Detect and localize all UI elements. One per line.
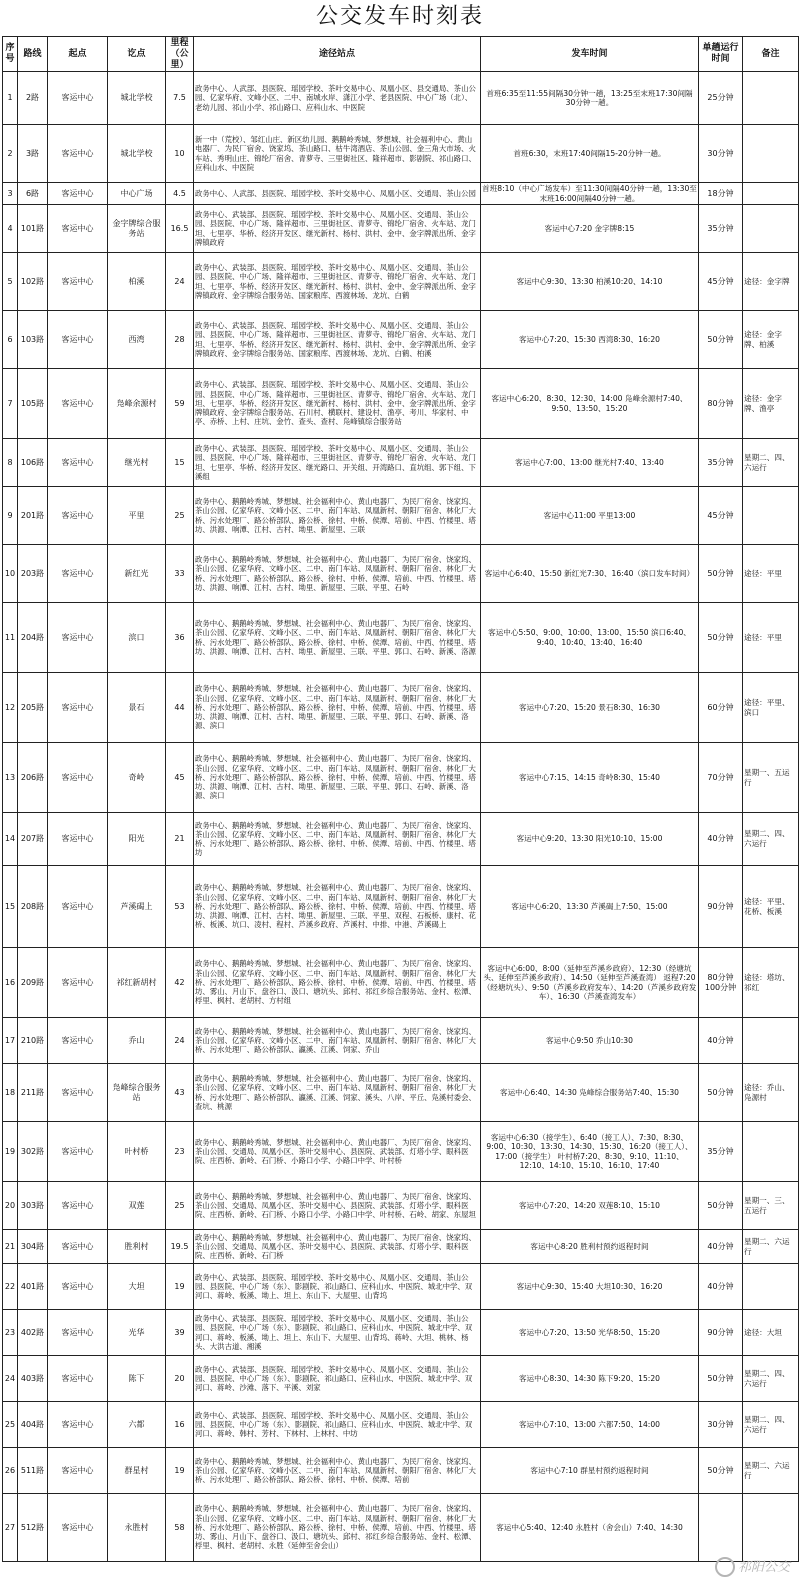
cell-distance: 28 <box>166 311 194 369</box>
cell-line: 402路 <box>18 1310 48 1356</box>
cell-no: 16 <box>3 948 18 1018</box>
cell-end: 陈下 <box>108 1356 166 1402</box>
cell-times: 客运中心11:00 平里13:00 <box>481 487 699 545</box>
cell-start: 客运中心 <box>48 1310 108 1356</box>
header-start: 起点 <box>48 37 108 72</box>
cell-end: 乔山 <box>108 1018 166 1064</box>
cell-distance: 21 <box>166 813 194 866</box>
cell-line: 404路 <box>18 1402 48 1448</box>
cell-duration: 40分钟 <box>699 1018 743 1064</box>
cell-distance: 58 <box>166 1494 194 1562</box>
header-distance: 里程（公里） <box>166 37 194 72</box>
cell-note: 途径：大坦 <box>743 1310 799 1356</box>
cell-line: 203路 <box>18 545 48 603</box>
cell-stops: 政务中心、鹅鹅岭秀城、梦想城、社会福利中心、黄山电器厂、为民厂宿舍、饶家坞、茶山公园、亿家华府、文峰小区、二中、南门车站、凤凰新村、朝阳厂宿舍、林化厂大桥、污水处理厂、路公桥部队、路公桥、徐村、中桥、侯潭、培前、中西、竹楼里、塔坊、雾山、月山下、盘谷口、汲口、塘坑头、邱村、祁红乡综合服务站、金村、松潭、桴里、枫村、老胡村、方村组 <box>194 948 481 1018</box>
cell-end: 叶村桥 <box>108 1122 166 1182</box>
cell-no: 13 <box>3 743 18 813</box>
cell-note: 星期一、三、五运行 <box>743 1182 799 1230</box>
wechat-icon <box>715 1557 735 1577</box>
cell-stops: 政务中心、鹅鹅岭秀城、梦想城、社会福利中心、黄山电器厂、为民厂宿舍、饶家坞、茶山公园、亿家华府、文峰小区、二中、南门车站、凤凰新村、朝阳厂宿舍、林化厂大桥、污水处理厂、路公桥部队、路公桥、徐村、中桥、侯潭、培前、中西、竹楼里、塔坊、雾山、月山下、盘谷口、汲口、塘坑头、邱村、祁红乡综合服务站、金村、松潭、桴里、枫村、老胡村、永胜（延伸至舍会山） <box>194 1494 481 1562</box>
cell-no: 22 <box>3 1264 18 1310</box>
cell-stops: 政务中心、鹅鹅岭秀城、梦想城、社会福利中心、黄山电器厂、为民厂宿舍、饶家坞、茶山公园、亿家华府、文峰小区、二中、南门车站、凤凰新村、朝阳厂宿舍、林化厂大桥、污水处理厂、路公桥部队、路公桥、徐村、中桥、侯潭、培前、中西、竹楼里、塔坊、洪源、响潭、江村、古村、坳里、新屋里、三联、平里、郭口、石岭、新溪、洛源、滨口 <box>194 743 481 813</box>
cell-note <box>743 72 799 125</box>
cell-times: 客运中心7:10、13:00 六都7:50、14:00 <box>481 1402 699 1448</box>
cell-times: 客运中心6:20、8:30、12:30、14:00 凫峰余源村7:40、9:50、13:50、15:20 <box>481 369 699 439</box>
cell-end: 城北学校 <box>108 125 166 183</box>
cell-duration: 25分钟 <box>699 72 743 125</box>
cell-end: 光华 <box>108 1310 166 1356</box>
header-no: 序号 <box>3 37 18 72</box>
cell-no: 7 <box>3 369 18 439</box>
header-duration: 单趟运行时间 <box>699 37 743 72</box>
cell-duration: 50分钟 <box>699 545 743 603</box>
cell-note <box>743 1264 799 1310</box>
cell-times: 客运中心7:10 群星村预约返程时间 <box>481 1448 699 1494</box>
cell-distance: 42 <box>166 948 194 1018</box>
table-row <box>3 1018 799 1064</box>
cell-distance: 43 <box>166 1064 194 1122</box>
cell-distance: 19 <box>166 1448 194 1494</box>
cell-line: 6路 <box>18 183 48 205</box>
table-row <box>3 439 799 487</box>
cell-times: 客运中心7:20、15:30 西湾8:30、16:20 <box>481 311 699 369</box>
cell-no: 6 <box>3 311 18 369</box>
cell-start: 客运中心 <box>48 603 108 673</box>
cell-times: 客运中心7:15、14:15 奇岭8:30、15:40 <box>481 743 699 813</box>
cell-duration: 50分钟 <box>699 1448 743 1494</box>
cell-end: 继光村 <box>108 439 166 487</box>
cell-note: 星期一、五运行 <box>743 743 799 813</box>
cell-no: 27 <box>3 1494 18 1562</box>
cell-times: 客运中心6:00、8:00（延伸至芦溪乡政府）、12:30（经塘坑头、延伸至芦溪乡政府）、14:50（延伸至芦溪查湾） 返程7:20（经塘坑头）、9:50（芦溪乡政府发车）、14:20（芦溪乡政府发车）、16:30（芦溪查湾发车） <box>481 948 699 1018</box>
table-row <box>3 743 799 813</box>
cell-stops: 政务中心、鹅鹅岭秀城、梦想城、社会福利中心、黄山电器厂、为民厂宿舍、饶家坞、茶山公园、交通局、凤凰小区、茶叶交易中心、县医院、武装部、灯塔小学、眼科医院、庄西桥、新岭、石门桥 <box>194 1230 481 1264</box>
cell-start: 客运中心 <box>48 183 108 205</box>
cell-start: 客运中心 <box>48 72 108 125</box>
cell-start: 客运中心 <box>48 1122 108 1182</box>
cell-no: 19 <box>3 1122 18 1182</box>
cell-no: 26 <box>3 1448 18 1494</box>
cell-note <box>743 183 799 205</box>
cell-line: 401路 <box>18 1264 48 1310</box>
cell-end: 芦溪碣上 <box>108 866 166 948</box>
cell-no: 10 <box>3 545 18 603</box>
cell-line: 302路 <box>18 1122 48 1182</box>
table-row <box>3 205 799 253</box>
cell-no: 5 <box>3 253 18 311</box>
cell-end: 景石 <box>108 673 166 743</box>
cell-duration: 80分钟 100分钟 <box>699 948 743 1018</box>
cell-duration: 50分钟 <box>699 1064 743 1122</box>
table-row <box>3 183 799 205</box>
cell-distance: 25 <box>166 1182 194 1230</box>
cell-distance: 59 <box>166 369 194 439</box>
cell-end: 永胜村 <box>108 1494 166 1562</box>
cell-stops: 政务中心、鹅鹅岭秀城、梦想城、社会福利中心、黄山电器厂、为民厂宿舍、饶家坞、茶山公园、亿家华府、文峰小区、二中、南门车站、凤凰新村、朝阳厂宿舍、林化厂大桥、污水处理厂、路公桥部队、路公桥、徐村、中桥、侯潭、培前、中西、竹楼里、塔坊、洪源、响潭、江村、古村、坳里、新屋里、三联 <box>194 487 481 545</box>
cell-stops: 政务中心、武装部、县医院、瑶园学校、茶叶交易中心、凤凰小区、交通局、茶山公园、县医院、中心广场、隆祥超市、三里街社区、青萝寺、锦纶厂宿舍、火车站、龙门坦、七里亭、华桥、经济开发区、继光新村、杨村、洪村、金中、金字牌派出所、金字牌镇政府、金字牌综合服务站、国家粮库、西渡林场、龙坑、白鹤 <box>194 253 481 311</box>
cell-stops: 政务中心、武装部、县医院、瑶园学校、茶叶交易中心、凤凰小区、交通局、茶山公园、县医院、中心广场、隆祥超市、三里街社区、青萝寺、锦纶厂宿舍、火车站、龙门坦、七里亭、华桥、经济开发区、继光新村、杨村、洪村、金中、金字牌派出所、金字牌镇政府、金字牌综合服务站、石川村、横联村、建设村、渔亭、考川、华家村、中亭、赤桥、上村、庄坑、金竹、查头、查村、凫峰镇综合服务站 <box>194 369 481 439</box>
cell-stops: 新一中（荒校）、邹红山庄、新区幼儿园、鹅鹅岭秀城、梦想城、社会福利中心、黄山电器厂、为民厂宿舍、饶家坞、茶山路口、枯牛湾酒店、茶山公园、金三角大市场、火车站、秀明山庄、锦纶厂宿舍、青萝寺、三里街社区、隆祥超市、影剧院、祁山路口、应科山水、中医院 <box>194 125 481 183</box>
cell-distance: 53 <box>166 866 194 948</box>
header-times: 发车时间 <box>481 37 699 72</box>
cell-duration: 40分钟 <box>699 813 743 866</box>
cell-start: 客运中心 <box>48 813 108 866</box>
cell-note: 途径：平里 <box>743 603 799 673</box>
cell-no: 24 <box>3 1356 18 1402</box>
cell-duration: 50分钟 <box>699 311 743 369</box>
cell-no: 3 <box>3 183 18 205</box>
cell-start: 客运中心 <box>48 743 108 813</box>
cell-duration: 40分钟 <box>699 1230 743 1264</box>
cell-start: 客运中心 <box>48 1064 108 1122</box>
cell-stops: 政务中心、鹅鹅岭秀城、梦想城、社会福利中心、黄山电器厂、为民厂宿舍、饶家坞、茶山公园、亿家华府、文峰小区、二中、南门车站、凤凰新村、朝阳厂宿舍、林化厂大桥、污水处理厂、路公桥部队、瀛溪、江溪、饲家、溪头、八岸、平丘、凫溪村委会、查坑、桃源 <box>194 1064 481 1122</box>
table-row <box>3 603 799 673</box>
cell-stops: 政务中心、武装部、县医院、瑶园学校、茶叶交易中心、凤凰小区、交通局、茶山公园、县医院、中心广场（东）、影剧院、祁山路口、应科山水、中医院、城北中学、双河口、蒋岭、沙滩、落下、平溪、刘家 <box>194 1356 481 1402</box>
cell-start: 客运中心 <box>48 673 108 743</box>
cell-no: 21 <box>3 1230 18 1264</box>
cell-start: 客运中心 <box>48 1402 108 1448</box>
cell-duration: 35分钟 <box>699 205 743 253</box>
cell-line: 201路 <box>18 487 48 545</box>
cell-distance: 39 <box>166 1310 194 1356</box>
cell-start: 客运中心 <box>48 948 108 1018</box>
cell-no: 9 <box>3 487 18 545</box>
cell-line: 204路 <box>18 603 48 673</box>
cell-duration: 70分钟 <box>699 743 743 813</box>
table-row <box>3 1402 799 1448</box>
cell-start: 客运中心 <box>48 866 108 948</box>
table-row <box>3 487 799 545</box>
cell-stops: 政务中心、武装部、县医院、瑶园学校、茶叶交易中心、凤凰小区、交通局、茶山公园、县医院、中心广场、隆祥超市、三里街社区、青萝寺、锦纶厂宿舍、火车站、龙门坦、七里亭、华桥、经济开发区、继光新村、杨村、洪村、金中、金字牌派出所、金字牌镇政府、金字牌综合服务站、国家粮库、西渡林场、龙坑、白鹤、柏溪 <box>194 311 481 369</box>
cell-duration: 45分钟 <box>699 253 743 311</box>
cell-end: 滨口 <box>108 603 166 673</box>
cell-note <box>743 205 799 253</box>
cell-note: 星期二、六运行 <box>743 1230 799 1264</box>
bus-timetable <box>2 36 799 1562</box>
cell-no: 15 <box>3 866 18 948</box>
cell-duration: 90分钟 <box>699 1310 743 1356</box>
cell-end: 胜利村 <box>108 1230 166 1264</box>
cell-duration: 35分钟 <box>699 439 743 487</box>
cell-duration: 35分钟 <box>699 1122 743 1182</box>
cell-times: 客运中心7:20、15:20 景石8:30、16:30 <box>481 673 699 743</box>
cell-stops: 政务中心、武装部、县医院、瑶园学校、茶叶交易中心、凤凰小区、交通局、茶山公园、县医院、中心广场（东）、影剧院、祁山路口、应科山水、中医院、城北中学、双河口、蒋岭、板溪、坳上、坦上、东山下、大屋里、山背坞、蒋岭、大坦、桃林、杨头、大洪古道、湘溪 <box>194 1310 481 1356</box>
cell-line: 105路 <box>18 369 48 439</box>
cell-end: 凫峰综合服务站 <box>108 1064 166 1122</box>
cell-end: 中心广场 <box>108 183 166 205</box>
cell-times: 客运中心5:50、9:00、10:00、13:00、15:50 滨口6:40、9:40、10:40、13:40、16:40 <box>481 603 699 673</box>
cell-start: 客运中心 <box>48 487 108 545</box>
cell-distance: 24 <box>166 253 194 311</box>
cell-end: 群星村 <box>108 1448 166 1494</box>
cell-stops: 政务中心、鹅鹅岭秀城、梦想城、社会福利中心、黄山电器厂、为民厂宿舍、饶家坞、茶山公园、亿家华府、文峰小区、二中、南门车站、凤凰新村、朝阳厂宿舍、林化厂大桥、污水处理厂、路公桥部队、路公桥、徐村、中桥、侯潭、培前 <box>194 1448 481 1494</box>
cell-stops: 政务中心、人武部、县医院、瑶园学校、茶叶交易中心、凤凰小区、县交通局、茶山公园、亿家华府、文峰小区、二中、南城水岸、潇江小学、老县医院、中心广场（北）、老幼儿园、祁山小学、祁山路口、应科山水、中医院 <box>194 72 481 125</box>
cell-no: 20 <box>3 1182 18 1230</box>
cell-no: 25 <box>3 1402 18 1448</box>
cell-start: 客运中心 <box>48 1264 108 1310</box>
cell-stops: 政务中心、武装部、县医院、瑶园学校、茶叶交易中心、凤凰小区、交通局、茶山公园、县医院、中心广场、隆祥超市、三里街社区、青萝寺、锦纶厂宿舍、火车站、龙门坦、七里亭、华桥、经济开发区、继光路口、开关组、开湾路口、直坑组、郭下组、下溪组 <box>194 439 481 487</box>
cell-stops: 政务中心、鹅鹅岭秀城、梦想城、社会福利中心、黄山电器厂、为民厂宿舍、饶家坞、茶山公园、亿家华府、文峰小区、二中、南门车站、凤凰新村、朝阳厂宿舍、林化厂大桥、污水处理厂、路公桥部队、路公桥、徐村、中桥、侯潭、培前、中西、竹楼里、塔坊、洪源、响潭、江村、古村、坳里、新屋里、三联、平里、郭口、石岭、新溪、洛源、滨口 <box>194 673 481 743</box>
cell-duration: 30分钟 <box>699 125 743 183</box>
cell-start: 客运中心 <box>48 545 108 603</box>
cell-no: 17 <box>3 1018 18 1064</box>
cell-note: 星期二、六运行 <box>743 1448 799 1494</box>
cell-note: 星期二、四、六运行 <box>743 813 799 866</box>
cell-distance: 7.5 <box>166 72 194 125</box>
cell-times: 客运中心8:30、14:30 陈下9:20、15:20 <box>481 1356 699 1402</box>
table-row <box>3 1356 799 1402</box>
cell-stops: 政务中心、鹅鹅岭秀城、梦想城、社会福利中心、黄山电器厂、为民厂宿舍、饶家坞、茶山公园、交通局、凤凰小区、茶叶交易中心、县医院、武装部、灯塔小学、眼科医院、庄西桥、新岭、石门桥、小路口小学、小路口中学、叶村桥、石岭、胡家、东屋坦 <box>194 1182 481 1230</box>
cell-distance: 16.5 <box>166 205 194 253</box>
cell-times: 客运中心7:20、13:50 光华8:50、15:20 <box>481 1310 699 1356</box>
table-row <box>3 1264 799 1310</box>
table-row <box>3 866 799 948</box>
cell-note <box>743 487 799 545</box>
cell-times: 客运中心9:30、15:40 大坦10:30、16:20 <box>481 1264 699 1310</box>
cell-start: 客运中心 <box>48 205 108 253</box>
cell-end: 奇岭 <box>108 743 166 813</box>
cell-start: 客运中心 <box>48 311 108 369</box>
table-row <box>3 72 799 125</box>
cell-line: 304路 <box>18 1230 48 1264</box>
cell-times: 客运中心6:40、15:50 新红光7:30、16:40（滨口发车时间） <box>481 545 699 603</box>
cell-line: 208路 <box>18 866 48 948</box>
header-note: 备注 <box>743 37 799 72</box>
cell-no: 11 <box>3 603 18 673</box>
cell-duration: 40分钟 <box>699 1264 743 1310</box>
table-row <box>3 813 799 866</box>
cell-no: 4 <box>3 205 18 253</box>
table-row <box>3 545 799 603</box>
cell-start: 客运中心 <box>48 1230 108 1264</box>
cell-no: 12 <box>3 673 18 743</box>
cell-line: 103路 <box>18 311 48 369</box>
cell-line: 102路 <box>18 253 48 311</box>
cell-line: 101路 <box>18 205 48 253</box>
cell-note <box>743 125 799 183</box>
cell-start: 客运中心 <box>48 1182 108 1230</box>
cell-end: 六都 <box>108 1402 166 1448</box>
cell-line: 205路 <box>18 673 48 743</box>
table-row <box>3 1182 799 1230</box>
cell-stops: 政务中心、武装部、县医院、瑶园学校、茶叶交易中心、凤凰小区、交通局、茶山公园、县医院、中心广场（东）、影剧院、祁山路口、应科山水、中医院、城北中学、双河口、蒋岭、韩村、芳村、下林村、上林村、中坊 <box>194 1402 481 1448</box>
cell-note: 星期二、四、六运行 <box>743 1356 799 1402</box>
table-row <box>3 125 799 183</box>
cell-times: 客运中心7:20、14:20 双莲8:10、15:10 <box>481 1182 699 1230</box>
cell-stops: 政务中心、鹅鹅岭秀城、梦想城、社会福利中心、黄山电器厂、为民厂宿舍、饶家坞、茶山公园、亿家华府、文峰小区、二中、南门车站、凤凰新村、朝阳厂宿舍、林化厂大桥、污水处理厂、路公桥部队、路公桥、徐村、中桥、侯潭、培前、中西、竹楼里、塔坊 <box>194 813 481 866</box>
cell-start: 客运中心 <box>48 1018 108 1064</box>
cell-note: 途径：平里、滨口 <box>743 673 799 743</box>
cell-times: 客运中心9:50 乔山10:30 <box>481 1018 699 1064</box>
header-row <box>3 37 799 72</box>
cell-times: 客运中心6:40、14:30 凫峰综合服务站7:40、15:30 <box>481 1064 699 1122</box>
table-row <box>3 1448 799 1494</box>
cell-times: 客运中心7:00、13:00 继光村7:40、13:40 <box>481 439 699 487</box>
table-row <box>3 673 799 743</box>
cell-line: 210路 <box>18 1018 48 1064</box>
cell-stops: 政务中心、鹅鹅岭秀城、梦想城、社会福利中心、黄山电器厂、为民厂宿舍、饶家坞、茶山公园、亿家华府、文峰小区、二中、南门车站、凤凰新村、朝阳厂宿舍、林化厂大桥、污水处理厂、路公桥部队、路公桥、徐村、中桥、侯潭、培前、中西、竹楼里、塔坊、洪源、响潭、江村、古村、坳里、新屋里、三联、平里、双程、石板桥、康村、花桥、板溪、坑口、凌村、程村、芦溪乡政府、芦溪村、中排、中港、芦溪碣上 <box>194 866 481 948</box>
cell-line: 209路 <box>18 948 48 1018</box>
cell-distance: 45 <box>166 743 194 813</box>
cell-distance: 25 <box>166 487 194 545</box>
cell-distance: 33 <box>166 545 194 603</box>
cell-stops: 政务中心、鹅鹅岭秀城、梦想城、社会福利中心、黄山电器厂、为民厂宿舍、饶家坞、茶山公园、亿家华府、文峰小区、二中、南门车站、凤凰新村、朝阳厂宿舍、林化厂大桥、污水处理厂、路公桥部队、瀛溪、江溪、饲家、乔山 <box>194 1018 481 1064</box>
cell-times: 客运中心6:30（接学生）、6:40（接工人）、7:30、8:30、9:00、10:30、13:30、14:30、15:30、16:20（接工人）、17:00（接学生） 叶村桥7:20、8:30、9:10、11:10、12:10、14:10、15:10、16:10、17:40 <box>481 1122 699 1182</box>
cell-end: 城北学校 <box>108 72 166 125</box>
cell-duration: 45分钟 <box>699 487 743 545</box>
cell-note: 途径：金字牌、渔亭 <box>743 369 799 439</box>
cell-line: 511路 <box>18 1448 48 1494</box>
cell-end: 阳光 <box>108 813 166 866</box>
cell-distance: 44 <box>166 673 194 743</box>
cell-times: 客运中心6:20、13:30 芦溪碣上7:50、15:00 <box>481 866 699 948</box>
cell-start: 客运中心 <box>48 125 108 183</box>
cell-duration: 50分钟 <box>699 1182 743 1230</box>
cell-duration: 50分钟 <box>699 603 743 673</box>
cell-times: 客运中心9:20、13:30 阳光10:10、15:00 <box>481 813 699 866</box>
table-row <box>3 1494 799 1562</box>
cell-distance: 15 <box>166 439 194 487</box>
cell-start: 客运中心 <box>48 253 108 311</box>
table-row <box>3 1310 799 1356</box>
cell-end: 西湾 <box>108 311 166 369</box>
cell-distance: 36 <box>166 603 194 673</box>
cell-end: 双莲 <box>108 1182 166 1230</box>
cell-stops: 政务中心、武装部、县医院、瑶园学校、茶叶交易中心、凤凰小区、交通局、茶山公园、县医院、中心广场、隆祥超市、三里街社区、青萝寺、锦纶厂宿舍、火车站、龙门坦、七里亭、华桥、经济开发区、继光新村、杨村、洪村、金中、金字牌派出所、金字牌镇政府 <box>194 205 481 253</box>
table-row <box>3 369 799 439</box>
cell-times: 客运中心9:30、13:30 柏溪10:20、14:10 <box>481 253 699 311</box>
cell-times: 首班6:35至11:55间隔30分钟一趟，13:25至末班17:30间隔30分钟一趟。 <box>481 72 699 125</box>
cell-line: 512路 <box>18 1494 48 1562</box>
cell-stops: 政务中心、武装部、县医院、瑶园学校、茶叶交易中心、凤凰小区、交通局、茶山公园、县医院、中心广场（东）、影剧院、祁山路口、应科山水、中医院、城北中学、双河口、蒋岭、板溪、坳上、坦上、东山下、大屋里、山背坞 <box>194 1264 481 1310</box>
cell-duration: 60分钟 <box>699 673 743 743</box>
table-row <box>3 311 799 369</box>
cell-duration: 18分钟 <box>699 183 743 205</box>
table-row <box>3 1230 799 1264</box>
cell-end: 祁红新胡村 <box>108 948 166 1018</box>
cell-line: 303路 <box>18 1182 48 1230</box>
cell-stops: 政务中心、鹅鹅岭秀城、梦想城、社会福利中心、黄山电器厂、为民厂宿舍、饶家坞、茶山公园、亿家华府、文峰小区、二中、南门车站、凤凰新村、朝阳厂宿舍、林化厂大桥、污水处理厂、路公桥部队、路公桥、徐村、中桥、侯潭、培前、中西、竹楼里、塔坊、洪源、响潭、江村、古村、坳里、新屋里、三联、平里、郭口、石岭、新溪、洛源 <box>194 603 481 673</box>
cell-distance: 23 <box>166 1122 194 1182</box>
page-title: 公交发车时刻表 <box>315 4 484 29</box>
cell-start: 客运中心 <box>48 369 108 439</box>
cell-no: 1 <box>3 72 18 125</box>
cell-line: 2路 <box>18 72 48 125</box>
cell-line: 106路 <box>18 439 48 487</box>
table-body <box>3 72 799 1562</box>
cell-note: 星期二、四、六运行 <box>743 1402 799 1448</box>
cell-line: 211路 <box>18 1064 48 1122</box>
cell-duration: 30分钟 <box>699 1402 743 1448</box>
cell-times: 首班8:10（中心广场发车）至11:30间隔40分钟一趟，13:30至末班16:00间隔40分钟一趟。 <box>482 184 697 203</box>
table-row <box>3 1122 799 1182</box>
watermark-text: 祁阳公交 <box>737 1559 790 1575</box>
cell-line: 3路 <box>18 125 48 183</box>
cell-line: 403路 <box>18 1356 48 1402</box>
cell-end: 金字牌综合服务站 <box>108 205 166 253</box>
cell-end: 平里 <box>108 487 166 545</box>
cell-times: 首班6:30，末班17:40间隔15-20分钟一趟。 <box>481 125 699 183</box>
cell-no: 18 <box>3 1064 18 1122</box>
cell-duration: 50分钟 <box>699 1356 743 1402</box>
cell-note <box>743 1494 799 1562</box>
cell-distance: 19 <box>166 1264 194 1310</box>
header-stops: 途径站点 <box>194 37 481 72</box>
cell-note: 途径：平里、花桥、板溪 <box>743 866 799 948</box>
cell-note: 途径：乔山、凫源村 <box>743 1064 799 1122</box>
header-end: 讫点 <box>108 37 166 72</box>
cell-distance: 4.5 <box>166 183 194 205</box>
cell-stops: 政务中心、鹅鹅岭秀城、梦想城、社会福利中心、黄山电器厂、为民厂宿舍、饶家坞、茶山公园、交通局、凤凰小区、茶叶交易中心、县医院、武装部、灯塔小学、眼科医院、庄西桥、新岭、石门桥、小路口小学、小路口中学、叶村桥 <box>194 1122 481 1182</box>
cell-note <box>743 1122 799 1182</box>
cell-no: 8 <box>3 439 18 487</box>
header-line: 路线 <box>18 37 48 72</box>
cell-stops: 政务中心、人武部、县医院、瑶园学校、茶叶交易中心、凤凰小区、交通局、茶山公园 <box>194 183 481 205</box>
cell-distance: 20 <box>166 1356 194 1402</box>
cell-end: 凫峰余源村 <box>108 369 166 439</box>
cell-no: 23 <box>3 1310 18 1356</box>
cell-distance: 19.5 <box>166 1230 194 1264</box>
cell-times: 客运中心7:20 金字牌8:15 <box>481 205 699 253</box>
watermark <box>715 1556 790 1578</box>
table-row <box>3 948 799 1018</box>
cell-end: 大坦 <box>108 1264 166 1310</box>
cell-stops: 政务中心、鹅鹅岭秀城、梦想城、社会福利中心、黄山电器厂、为民厂宿舍、饶家坞、茶山公园、亿家华府、文峰小区、二中、南门车站、凤凰新村、朝阳厂宿舍、林化厂大桥、污水处理厂、路公桥部队、路公桥、徐村、中桥、侯潭、培前、中西、竹楼里、塔坊、洪源、响潭、江村、古村、坳里、新屋里、三联、平里、石岭 <box>194 545 481 603</box>
cell-distance: 24 <box>166 1018 194 1064</box>
cell-no: 2 <box>3 125 18 183</box>
cell-duration: 90分钟 <box>699 866 743 948</box>
table-row <box>3 253 799 311</box>
cell-distance: 16 <box>166 1402 194 1448</box>
cell-duration <box>699 1494 743 1562</box>
cell-start: 客运中心 <box>48 1494 108 1562</box>
cell-line: 207路 <box>18 813 48 866</box>
cell-end: 柏溪 <box>108 253 166 311</box>
table-row <box>3 1064 799 1122</box>
cell-times: 客运中心8:20 胜利村预约返程时间 <box>481 1230 699 1264</box>
cell-end: 新红光 <box>108 545 166 603</box>
cell-note <box>743 1018 799 1064</box>
cell-distance: 10 <box>166 125 194 183</box>
cell-note: 星期二、四、六运行 <box>743 439 799 487</box>
cell-line: 206路 <box>18 743 48 813</box>
cell-note: 途径：金字牌 <box>743 253 799 311</box>
cell-note: 途径：金字牌、柏溪 <box>743 311 799 369</box>
cell-start: 客运中心 <box>48 439 108 487</box>
cell-duration: 80分钟 <box>699 369 743 439</box>
cell-start: 客运中心 <box>48 1448 108 1494</box>
cell-start: 客运中心 <box>48 1356 108 1402</box>
cell-note: 途径：平里 <box>743 545 799 603</box>
cell-note: 途径：塔坊、祁红 <box>743 948 799 1018</box>
cell-times: 客运中心5:40、12:40 永胜村（舍会山）7:40、14:30 <box>481 1494 699 1562</box>
cell-no: 14 <box>3 813 18 866</box>
